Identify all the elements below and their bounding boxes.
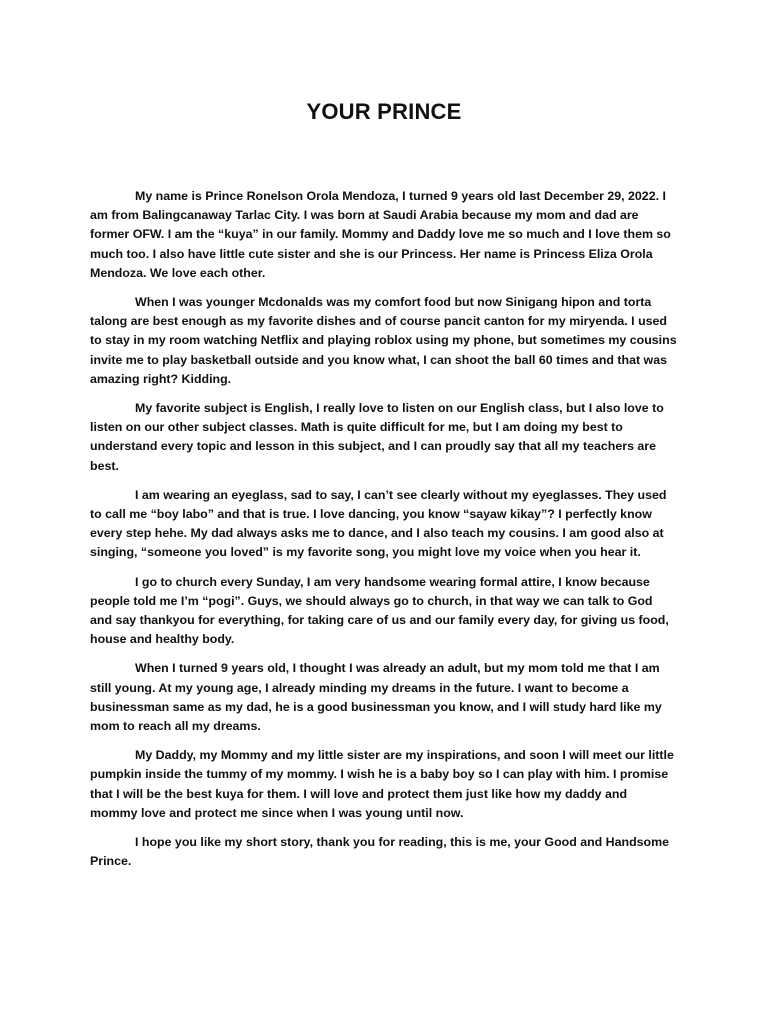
paragraph-church: I go to church every Sunday, I am very handsome wearing formal attire, I know because people told me I’m “pogi”. Guys, we should always go to church, in that way we can talk to God and say thankyou for everything, for taking care of us and our family every day, for giving us food, house and healthy body.	[90, 574, 669, 647]
paragraph-food-hobbies: When I was younger Mcdonalds was my comfort food but now Sinigang hipon and torta talong are best enough as my favorite dishes and of course pancit canton for my miryenda. I used to stay in my room watching Netflix and playing roblox using my phone, but sometimes my cousins invite me to play basketball outside and you know what, I can shoot the ball 60 times and that was amazing right? Kidding.	[90, 295, 677, 386]
paragraph-favorite-subject: My favorite subject is English, I really love to listen on our English class, but I also love to listen on our other subject classes. Math is quite difficult for me, but I am doing my best to understand every topic and lesson in this subject, and I can proudly say that all my teachers are best.	[90, 401, 664, 473]
paragraph-eyeglass-dancing: I am wearing an eyeglass, sad to say, I can’t see clearly without my eyeglasses. They used to call me “boy labo” and that is true. I love dancing, you know “sayaw kikay”? I perfectly know every step hehe. My dad always asks me to dance, and I also teach my cousins. I am good also at singing, “someone you loved” is my favorite song, you might love my voice when you hear it.	[90, 487, 667, 560]
document-body	[90, 187, 677, 882]
paragraph-intro: My name is Prince Ronelson Orola Mendoza, I turned 9 years old last December 29, 2022. I am from Balingcanaway Tarlac City. I was born at Saudi Arabia because my mom and dad are former OFW. I am the “kuya” in our family. Mommy and Daddy love me so much and I love them so much too. I also have little cute sister and she is our Princess. Her name is Princess Eliza Orola Mendoza. We love each other.	[90, 189, 671, 280]
document-title: YOUR PRINCE	[306, 99, 462, 124]
paragraph-closing: I hope you like my short story, thank you for reading, this is me, your Good and Handsome Prince.	[90, 835, 670, 869]
paragraph-inspirations: My Daddy, my Mommy and my little sister are my inspirations, and soon I will meet our little pumpkin inside the tummy of my mommy. I wish he is a baby boy so I can play with him. I promise that I will be the best kuya for them. I will love and protect them just like how my daddy and mommy love and protect me since when I was young until now.	[90, 748, 674, 820]
paragraph-dreams: When I turned 9 years old, I thought I was already an adult, but my mom told me that I am still young. At my young age, I already minding my dreams in the future. I want to become a businessman same as my dad, he is a good businessman you know, and I will study hard like my mom to reach all my dreams.	[90, 661, 662, 734]
